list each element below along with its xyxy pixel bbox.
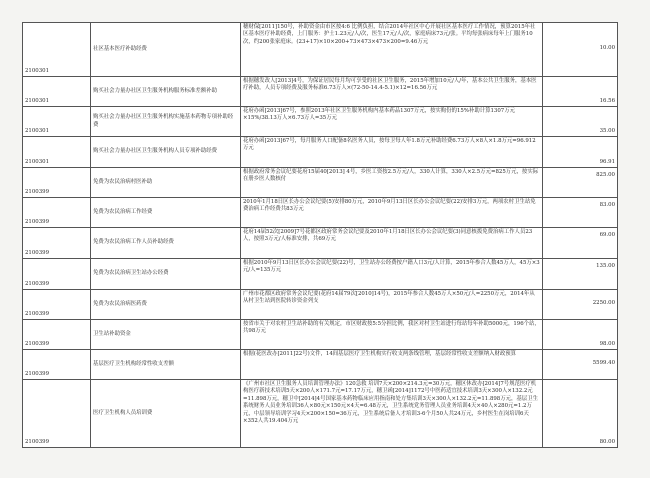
subject-code: 2100399: [23, 228, 91, 259]
budget-amount: 16.56: [543, 77, 618, 107]
subject-code: 2100399: [23, 350, 91, 380]
project-name: 免费为农民治病医药费: [91, 290, 241, 320]
calculation-basis: 按省市关于对农村卫生站补助的有关规定，市区财政按5:5分担比例，我区对村卫生站进行每站每年补助5000元，196个站，共98万元: [241, 320, 543, 350]
budget-amount: 96.91: [543, 137, 618, 168]
calculation-basis: 花府办函[2013]67号，参照2013年社区卫生服务机构内基本药品1307万元，按实购份的15%补助计算1307万元×15%/38.13万人×6.73万人=35万元: [241, 107, 543, 137]
budget-amount: 69.00: [543, 228, 618, 259]
table-row: [23, 23, 618, 77]
budget-amount: 98.00: [543, 320, 618, 350]
table-row: [23, 290, 618, 320]
budget-table: [22, 22, 618, 448]
subject-code: 2100399: [23, 259, 91, 290]
table-row: [23, 259, 618, 290]
table-row: [23, 107, 618, 137]
project-name: 免费为农民治病卫生站办公经费: [91, 259, 241, 290]
budget-amount: 80.00: [543, 380, 618, 448]
table-row: [23, 198, 618, 228]
calculation-basis: 《广州市社区卫生服务人员培训管理办法》120急救 培训7天×200×214.3元=30万元，穗区休改办[2014]7号规范医疗机构医疗新技术培训5天×200人×171.7元=17.17万元，穗卫函[2014]1172号中医药适宜技术培训3天×300人×132.2元=11.898万元，穗卫中[2014]4号国家基本药物临床应用指南和处方集培训3天×300人×132.2元=11.898万元，基层卫生系统财务人员业务培训36人×80元×150元×4天=6.48万元，卫生系统党务管理人员业务培训4天×40人×280元=1.2万元，中层领导培训学习4天×200×150=36万元，卫生系统后备人才培训3-6个月50人共24万元，乡村医生在岗培训6天×352人共19.404万元: [241, 380, 543, 448]
subject-code: 2100399: [23, 290, 91, 320]
budget-amount: 135.00: [543, 259, 618, 290]
budget-amount: 2250.00: [543, 290, 618, 320]
budget-amount: 825.00: [543, 168, 618, 198]
calculation-basis: 穗财保[2011]150号，补助资金由市区按4:6 比例负担，结合2014年社区中心开展社区基本医疗工作情况，预算2015年社区基本医疗补助经费，上门服务：护士1.23元/人/次，医生17元/人/次，家庭病床73元/张。平均每张病床每年上门服务10次，约200张家庭床。(23+17)×10×200+73×473×473×200=9.46万元: [241, 23, 543, 77]
project-name: 卫生站补助资金: [91, 320, 241, 350]
project-name: 购买社会力量办社区卫生服务机构人员专项补助经费: [91, 137, 241, 168]
table-row: [23, 168, 618, 198]
table-row: [23, 77, 618, 107]
project-name: 购买社会力量办社区卫生服务机构实施基本药物专项补助经费: [91, 107, 241, 137]
table-row: [23, 320, 618, 350]
subject-code: 2100301: [23, 77, 91, 107]
document-page: [22, 22, 617, 447]
calculation-basis: 根据(花医改办[2011]22号)文件，14间基层医疗卫生机构实行收支两条线管理，基层经常性收支差额纳入财政预算: [241, 350, 543, 380]
table-row: [23, 350, 618, 380]
project-name: 免费为农民治病村医补助: [91, 168, 241, 198]
budget-amount: 5599.40: [543, 350, 618, 380]
project-name: 购买社会力量办社区卫生服务机构服务标准差额补助: [91, 77, 241, 107]
project-name: 免费为农民治病工作经费: [91, 198, 241, 228]
subject-code: 2100399: [23, 380, 91, 448]
table-row: [23, 380, 618, 448]
calculation-basis: 根据政府常务会议纪要花府15届40[2013] 4号，乡医工资按2.5万元/人，330人计算，330人×2.5万元=825万元，按实际在册乡医人数核付: [241, 168, 543, 198]
budget-amount: 10.00: [543, 23, 618, 77]
budget-amount: 35.00: [543, 107, 618, 137]
project-name: 社区基本医疗补助经费: [91, 23, 241, 77]
calculation-basis: 花府14届52次[2009]7号花都区政府常务会议纪要及2010年1月18日区长办公会议纪要(3)同意核拨免费治病工作人员23人，按照3万元/人标准安排，共69万元: [241, 228, 543, 259]
budget-amount: 83.00: [543, 198, 618, 228]
calculation-basis: 花府办函[2013]67号，每月服务人口配备8名医务人员，按每卫每人年1.8万元补助经费6.73万人×8人×1.8万元=96.912万元: [241, 137, 543, 168]
table-row: [23, 137, 618, 168]
project-name: 医疗卫生机构人员培训费: [91, 380, 241, 448]
subject-code: 2100399: [23, 198, 91, 228]
project-name: 基层医疗卫生机构经常性收支差额: [91, 350, 241, 380]
subject-code: 2100399: [23, 320, 91, 350]
subject-code: 2100301: [23, 107, 91, 137]
project-name: 免费为农民治病工作人员补助经费: [91, 228, 241, 259]
subject-code: 2100301: [23, 137, 91, 168]
calculation-basis: 根据穗发改人[2013]4号，为保证居民每月均可享受的社区卫生服务，2015年增加10元/人/年，基本公共卫生服务，基本医疗补助，人员专项经费及服务标准6.73万人×(72-50-14.4-5.1)×12=16.56万元: [241, 77, 543, 107]
subject-code: 2100301: [23, 23, 91, 77]
subject-code: 2100399: [23, 168, 91, 198]
calculation-basis: 广州市花都区政府常务会议纪要(花府14届79次[2010]14号)，2015年参合人数45万人×50元/人=2250万元，2014年从从村卫生站到医院转诊资金列支: [241, 290, 543, 320]
table-row: [23, 228, 618, 259]
calculation-basis: 2010年1月18日区长办公会议纪要(5)安排80万元，2010年9月13日区长办公会议纪要(22)安排3万元，两项农村卫生站免费治病工作经费共83万元: [241, 198, 543, 228]
calculation-basis: 根据2010年9月13日区长办公会议纪要(22)号，卫生站办公经费按户籍人口3元/人计算，2015年参合人数45万人，45万×3元/人=135万元: [241, 259, 543, 290]
